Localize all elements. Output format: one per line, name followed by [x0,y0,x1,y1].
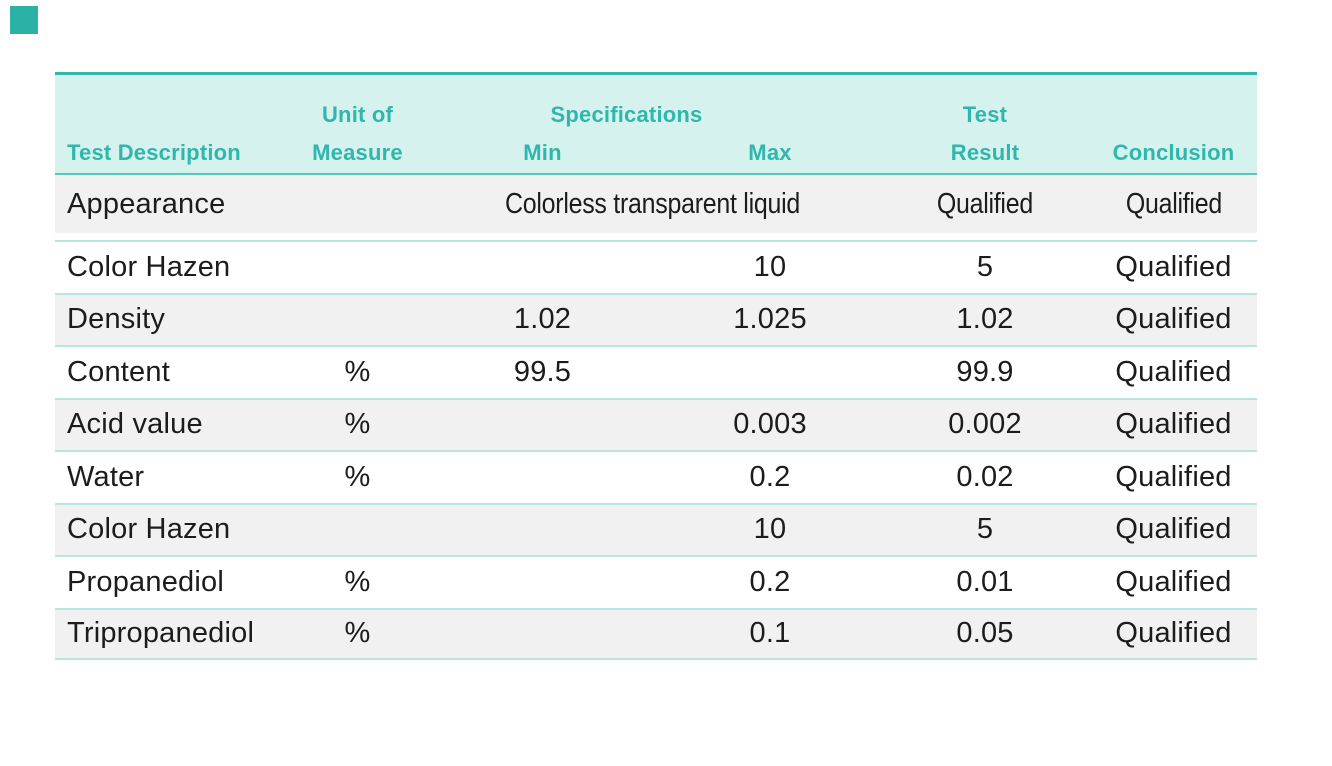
cell-conclusion: Qualified [1115,355,1232,388]
table-row [55,450,1257,503]
cell-max: 10 [753,513,787,546]
cell-unit: % [344,617,371,650]
cell-test-description: Appearance [67,187,226,220]
cell-test-result: 99.9 [956,355,1014,388]
cell-test-result: 0.05 [956,617,1014,650]
table-row [55,293,1257,346]
cell-test-result [880,175,1090,233]
cell-conclusion: Qualified [1115,565,1232,598]
cell-test-description: Color Hazen [67,513,231,546]
cell-unit [290,295,425,346]
cell-specification-merged [425,175,880,233]
cell-test-description: Color Hazen [67,250,231,283]
cell-max: 1.025 [733,303,807,336]
table-row [55,555,1257,608]
cell-test-result: 0.02 [956,460,1014,493]
header-test-description: Test Description [67,140,241,165]
cell-test-result: 5 [976,250,994,283]
cell-conclusion: Qualified [1115,460,1232,493]
header-unit-of-measure-line2: Measure [312,140,403,165]
cell-min [425,610,660,659]
header-min: Min [523,140,562,165]
header-test-result-line1: Test [962,102,1008,127]
table-row [55,175,1257,233]
header-test-result-line2: Result [950,140,1020,165]
table-row [55,345,1257,398]
cell-min: 1.02 [513,303,572,336]
cell-max: 0.2 [749,460,791,493]
specification-table [55,72,1257,660]
cell-max [660,347,880,398]
cell-min [425,505,660,556]
cell-conclusion: Qualified [1115,513,1232,546]
cell-max: 0.003 [733,408,807,441]
cell-test-result: 0.01 [956,565,1014,598]
cell-conclusion: Qualified [1115,303,1232,336]
cell-conclusion: Qualified [1115,617,1232,650]
result-text: Qualified [936,187,1034,220]
cell-unit [290,242,425,293]
cell-test-description: Content [67,355,170,388]
cell-unit: % [344,565,371,598]
cell-test-description: Acid value [67,408,203,441]
accent-square [10,6,38,34]
cell-min [425,242,660,293]
header-conclusion: Conclusion [1112,140,1235,165]
cell-test-description: Propanediol [67,565,224,598]
cell-test-result: 1.02 [956,303,1014,336]
header-max: Max [748,140,792,165]
table-row [55,503,1257,556]
row-gap [55,233,1257,240]
table-row [55,398,1257,451]
cell-max: 0.2 [749,565,791,598]
table-header [55,72,1257,175]
cell-test-description: Density [67,303,166,336]
cell-conclusion [1090,175,1257,233]
cell-max: 0.1 [749,617,791,650]
cell-conclusion: Qualified [1115,408,1232,441]
cell-min [425,400,660,451]
cell-unit [290,175,425,233]
cell-test-description: Water [67,460,145,493]
cell-min: 99.5 [513,355,572,388]
table-row [55,240,1257,293]
cell-test-result: 5 [976,513,994,546]
table-row [55,608,1257,661]
conclusion-text: Qualified [1125,187,1222,220]
cell-min [425,557,660,608]
cell-test-result: 0.002 [948,408,1022,441]
spec-merged-text: Colorless transparent liquid [505,187,800,220]
header-specifications-label: Specifications [550,102,703,127]
cell-conclusion: Qualified [1115,250,1232,283]
header-specifications-group [425,75,880,131]
cell-max: 10 [753,250,787,283]
cell-unit: % [344,460,371,493]
cell-unit [290,505,425,556]
cell-test-description: Tripropanediol [67,617,255,650]
cell-unit: % [344,355,371,388]
header-unit-of-measure-line1: Unit of [321,102,394,127]
cell-min [425,452,660,503]
cell-unit: % [344,408,371,441]
